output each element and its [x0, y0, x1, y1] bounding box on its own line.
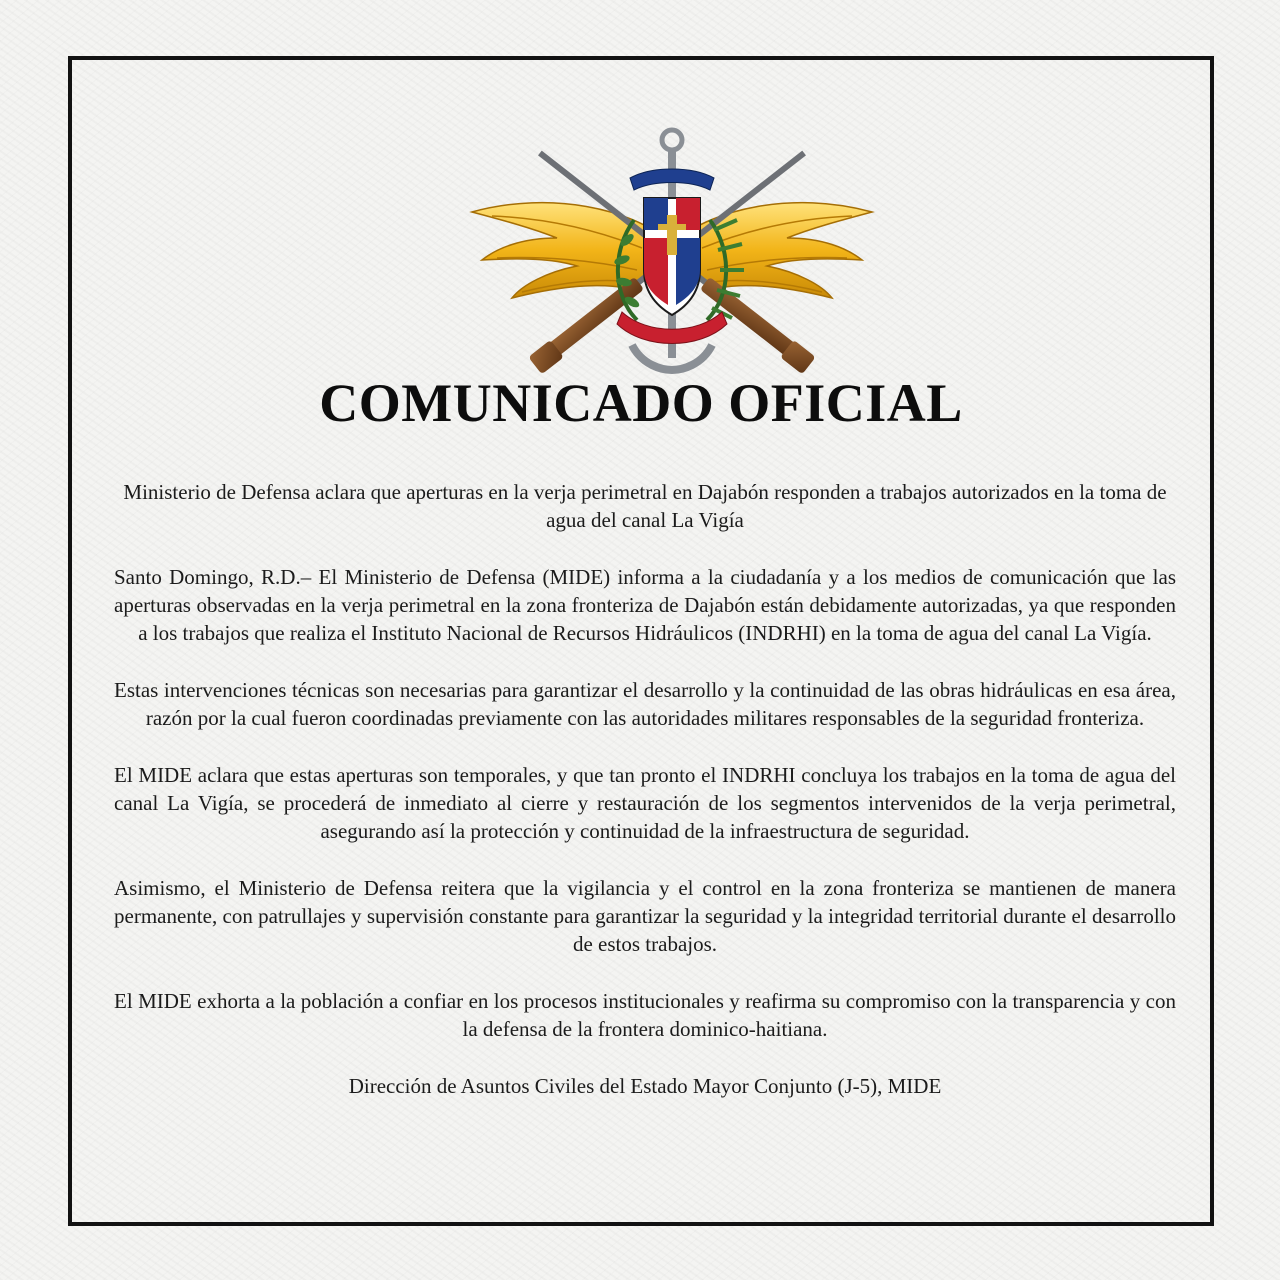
paragraph-2: Estas intervenciones técnicas son necesarias para garantizar el desarrollo y la continuidad de las obras hidráulicas en esa área, razón por la cual fueron coordinadas previamente con las autoridades militares responsables de la seguridad fronteriza.	[114, 678, 1176, 730]
coat-of-arms-shield-icon	[644, 198, 700, 315]
headline: Ministerio de Defensa aclara que aperturas en la verja perimetral en Dajabón responden a trabajos autorizados en la toma de agua del canal La Vigía	[123, 480, 1167, 532]
paragraph-1: Santo Domingo, R.D.– El Ministerio de Defensa (MIDE) informa a la ciudadanía y a los medios de comunicación que las aperturas observadas en la verja perimetral en la zona fronteriza de Dajabón están debidamente autorizadas, ya que responden a los trabajos que realiza el Instituto Nacional de Recursos Hidráulicos (INDRHI) en la toma de agua del canal La Vigía.	[114, 565, 1176, 645]
ministry-of-defense-emblem-icon	[462, 120, 882, 380]
document-frame	[68, 56, 1214, 1226]
paragraph-3: El MIDE aclara que estas aperturas son temporales, y que tan pronto el INDRHI concluya los trabajos en la toma de agua del canal La Vigía, se procederá de inmediato al cierre y restauración de los segmentos intervenidos de la verja perimetral, asegurando así la protección y continuidad de la infraestructura de seguridad.	[114, 763, 1176, 843]
paragraph-4: Asimismo, el Ministerio de Defensa reitera que la vigilancia y el control en la zona fronteriza se mantienen de manera permanente, con patrullajes y supervisión constante para garantizar la seguridad y la integridad territorial durante el desarrollo de estos trabajos.	[114, 876, 1176, 956]
page-title: COMUNICADO OFICIAL	[319, 373, 963, 433]
paragraph-5: El MIDE exhorta a la población a confiar en los procesos institucionales y reafirma su compromiso con la transparencia y con la defensa de la frontera dominico-haitiana.	[114, 989, 1176, 1041]
communique-body	[114, 478, 1176, 1129]
signature: Dirección de Asuntos Civiles del Estado Mayor Conjunto (J-5), MIDE	[348, 1074, 942, 1098]
